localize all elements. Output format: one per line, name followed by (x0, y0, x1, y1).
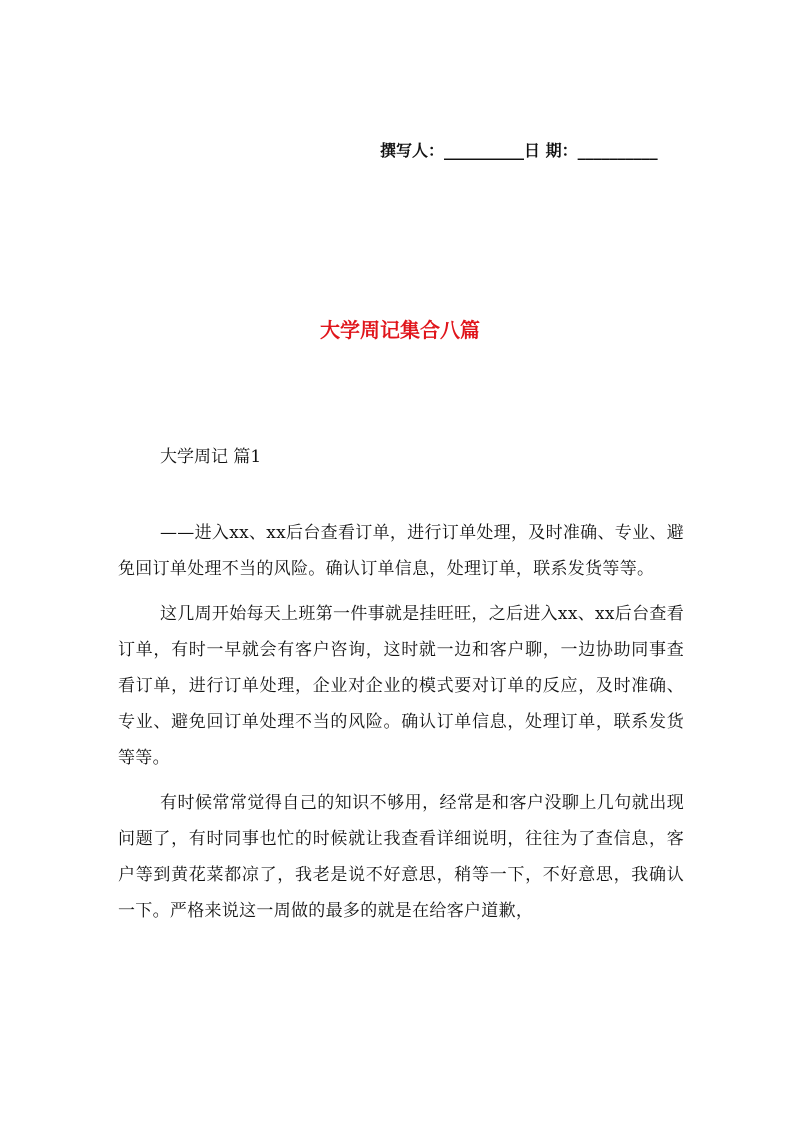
paragraph-3: 有时候常常觉得自己的知识不够用，经常是和客户没聊上几句就出现问题了，有时同事也忙的时候就让我查看详细说明，往往为了查信息，客户等到黄花菜都凉了，我老是说不好意思，稍等一下，不好意思，我确认一下。严格来说这一周做的最多的就是在给客户道歉， (118, 793, 684, 921)
author-label: 撰写人： (380, 141, 445, 160)
paragraph-1: ——进入xx、xx后台查看订单，进行订单处理，及时准确、专业、避免回订单处理不当的风险。确认订单信息，处理订单，联系发货等等。 (118, 523, 684, 579)
document-title: 大学周记集合八篇 (320, 318, 480, 342)
body-text (118, 515, 684, 938)
section-heading: 大学周记 篇1 (160, 447, 262, 467)
author-blank: __________ (444, 141, 525, 160)
date-label: 日 期： (524, 141, 578, 160)
author-date-line (380, 138, 700, 161)
paragraph-2: 这几周开始每天上班第一件事就是挂旺旺，之后进入xx、xx后台查看订单，有时一早就会有客户咨询，这时就一边和客户聊，一边协助同事查看订单，进行订单处理，企业对企业的模式要对订单的反应，及时准确、专业、避免回订单处理不当的风险。确认订单信息，处理订单，联系发货等等。 (118, 604, 684, 768)
date-blank: __________ (577, 141, 658, 160)
